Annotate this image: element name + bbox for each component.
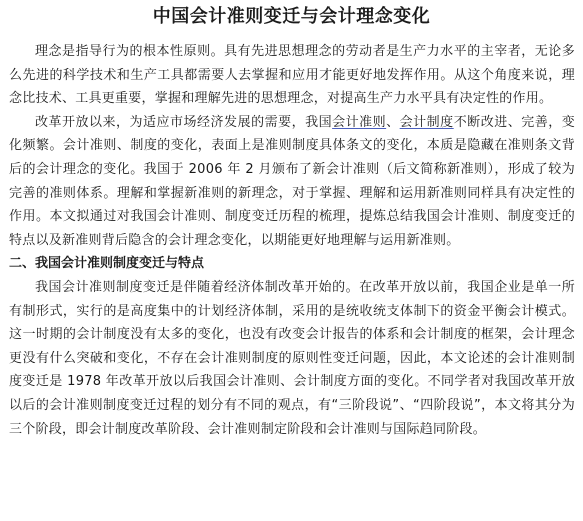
document-title: 中国会计准则变迁与会计理念变化 bbox=[152, 6, 431, 27]
paragraph-reform-lead: 改革开放以来，为适应市场经济发展的需要，我国 bbox=[35, 114, 333, 130]
paragraph-reform-separator: 、 bbox=[386, 114, 400, 130]
section-heading: 二、我国会计准则制度变迁与特点 bbox=[9, 256, 205, 272]
paragraph-intro: 理念是指导行为的根本性原则。具有先进思想理念的劳动者是生产力水平的主宰者，无论多么先进的科学技术和生产工具都需要人去掌握和应用才能更好地发挥作用。从这个角度来说，理念比技术、工具更重要，掌握和理解先进的思想理念，对提高生产力水平具有决定性的作用。 bbox=[9, 44, 575, 107]
paragraph-history: 我国会计准则制度变迁是伴随着经济体制改革开始的。在改革开放以前，我国企业是单一所有制形式，实行的是高度集中的计划经济体制，采用的是统收统支体制下的资金平衡会计模式。这一时期的会计制度没有太多的变化，也没有改变会计报告的体系和会计制度的框架，会计理念更没有什么突破和变化，不存在会计准则制度的原则性变迁问题，因此，本文论述的会计准则制度变迁是 1978 年改革开放以后我国会计准则、会计制度方面的变化。不同学者对我国改革开放以后的会计准则制度变迁过程的划分有不同的观点，有“三阶段说”、“四阶段说”，本文将其分为三个阶段，即会计制度改革阶段、会计准则制定阶段和会计准则与国际趋同阶段。 bbox=[9, 279, 575, 437]
accounting-system-link[interactable]: 会计制度 bbox=[399, 114, 454, 130]
accounting-standards-link[interactable]: 会计准则 bbox=[332, 114, 387, 130]
paragraph-reform bbox=[9, 111, 575, 253]
document-body bbox=[9, 40, 575, 441]
paragraph-reform-rest: 不断改进、完善，变化频繁。会计准则、制度的变化，表面上是准则制度具体条文的变化，本质是隐藏在准则条文背后的会计理念的变化。我国于 2006 年 2 月颁布了新会计准则（后文简称新准则），形成了较为完善的准则体系。理解和掌握新准则的新理念，对于掌握、理解和运用新准则同样具有决定性的作用。本文拟通过对我国会计准则、制度变迁历程的梳理，提炼总结我国会计准则、制度变迁的特点以及新准则背后隐含的会计理念变化，以期能更好地理解与运用新准则。 bbox=[9, 114, 575, 248]
